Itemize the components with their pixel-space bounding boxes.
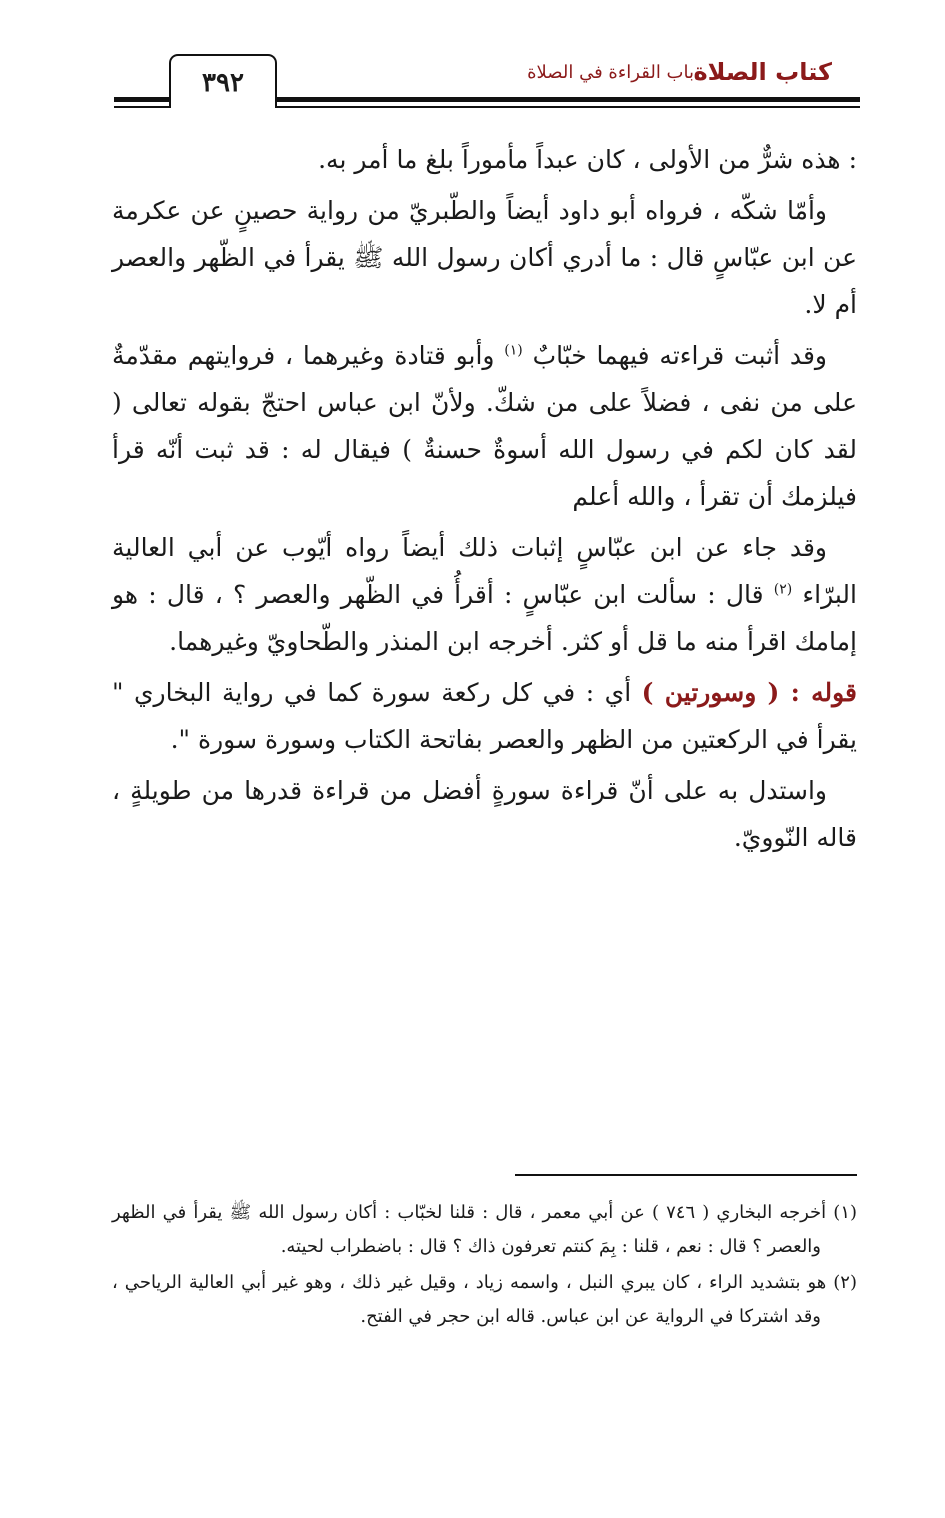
footnote-2: (٢) هو بتشديد الراء ، كان يبري النبل ، واسمه زياد ، وقيل غير ذلك ، وهو غير أبي العالية الرياحي ، وقد اشتركا في الرواية عن ابن عباس. قاله ابن حجر في الفتح. — [112, 1272, 857, 1327]
page-number-box — [169, 54, 277, 108]
chapter-title: باب القراءة في الصلاة — [527, 62, 694, 83]
main-text — [112, 136, 857, 865]
footnotes — [112, 1196, 857, 1336]
commentary-keyword: قوله : ( وسورتين ) — [641, 678, 857, 707]
paragraph-3 — [112, 332, 857, 520]
footnote-ref-2[interactable]: (٢) — [773, 581, 793, 598]
paragraph-6: واستدل به على أنّ قراءة سورةٍ أفضل من قراءة قدرها من طويلةٍ ، قاله النّوويّ. — [112, 776, 857, 852]
book-title: كتاب الصلاة — [693, 58, 832, 86]
paragraph-5 — [112, 669, 857, 763]
paragraph-4-part-2: قال : سألت ابن عبّاسٍ : أقرأُ في الظّهر والعصر ؟ ، قال : هو إمامك اقرأ منه ما قل أو كثر. أخرجه ابن المنذر والطّحاويّ وغيرهما. — [112, 580, 857, 656]
paragraph-4 — [112, 524, 857, 665]
page-number: ٣٩٢ — [202, 68, 244, 98]
paragraph-5-text: أي : في كل ركعة سورة كما في رواية البخاري " يقرأ في الركعتين من الظهر والعصر بفاتحة الكتاب وسورة سورة ". — [112, 678, 857, 754]
paragraph-4-part-1: وقد جاء عن ابن عبّاسٍ إثبات ذلك أيضاً رواه أيّوب عن أبي العالية البرّاء — [112, 533, 857, 609]
page-header — [114, 52, 860, 110]
paragraph-3-part-1: وقد أثبت قراءته فيهما خبّابٌ — [532, 341, 827, 370]
footnote-divider — [515, 1174, 857, 1176]
footnote-1: (١) أخرجه البخاري ( ٧٤٦ ) عن أبي معمر ، قال : قلنا لخبّاب : أكان رسول الله ﷺ يقرأ في الظهر والعصر ؟ قال : نعم ، قلنا : بِمَ كنتم تعرفون ذاك ؟ قال : باضطراب لحيته. — [112, 1202, 858, 1257]
paragraph-3-part-2: وأبو قتادة وغيرهما ، فروايتهم مقدّمةٌ على من نفى ، فضلاً على من شكّ. ولأنّ ابن عباس احتجّ بقوله تعالى ( لقد كان لكم في رسول الله أسوةٌ حسنةٌ ) فيقال له : قد ثبت أنّه قرأ فيلزمك أن تقرأ ، والله أعلم — [112, 341, 857, 511]
paragraph-2: وأمّا شكّه ، فرواه أبو داود أيضاً والطّبريّ من رواية حصينٍ عن عكرمة عن ابن عبّاسٍ قال : ما أدري أكان رسول الله ﷺ يقرأ في الظّهر والعصر أم لا. — [112, 196, 857, 319]
footnote-ref-1[interactable]: (١) — [504, 342, 523, 359]
paragraph-1: : هذه شرٌّ من الأولى ، كان عبداً مأموراً بلغ ما أمر به. — [318, 145, 857, 174]
